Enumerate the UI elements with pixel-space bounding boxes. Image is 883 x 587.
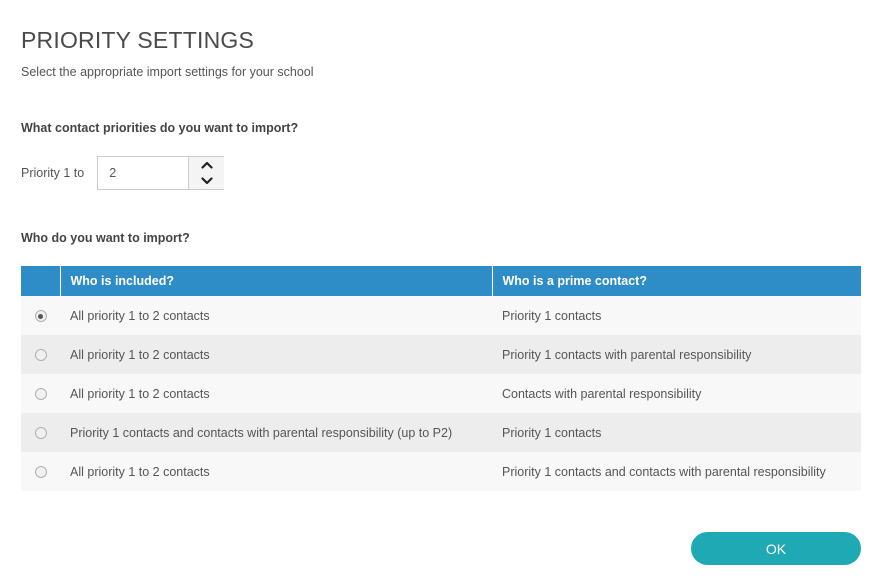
- included-cell: All priority 1 to 2 contacts: [60, 374, 492, 413]
- page-title: PRIORITY SETTINGS: [21, 27, 255, 53]
- table-header-row: [21, 266, 861, 296]
- prime-contact-cell: Contacts with parental responsibility: [492, 374, 861, 413]
- radio-cell: [21, 374, 60, 413]
- chevron-down-icon: [201, 177, 213, 185]
- priority-range-label: Priority 1 to: [21, 166, 85, 180]
- prime-contact-cell: Priority 1 contacts: [492, 413, 861, 452]
- radio-cell: [21, 296, 60, 335]
- ok-button[interactable]: OK: [691, 532, 861, 565]
- table-row[interactable]: [21, 413, 861, 452]
- option-radio[interactable]: [35, 427, 47, 439]
- table-row[interactable]: [21, 374, 861, 413]
- option-radio[interactable]: [35, 388, 47, 400]
- option-radio[interactable]: [35, 310, 47, 322]
- column-header-select: [21, 266, 60, 296]
- included-cell: All priority 1 to 2 contacts: [60, 452, 492, 491]
- priorities-question: What contact priorities do you want to import?: [21, 121, 299, 135]
- included-cell: All priority 1 to 2 contacts: [60, 335, 492, 374]
- table-row[interactable]: [21, 452, 861, 491]
- column-header-prime: Who is a prime contact?: [492, 266, 861, 296]
- priority-range-row: [21, 156, 224, 190]
- radio-cell: [21, 413, 60, 452]
- prime-contact-cell: Priority 1 contacts: [492, 296, 861, 335]
- option-radio[interactable]: [35, 466, 47, 478]
- import-question: Who do you want to import?: [21, 231, 190, 245]
- increment-button[interactable]: [189, 157, 224, 173]
- decrement-button[interactable]: [189, 173, 224, 189]
- included-cell: All priority 1 to 2 contacts: [60, 296, 492, 335]
- prime-contact-cell: Priority 1 contacts with parental responsibility: [492, 335, 861, 374]
- table-row[interactable]: [21, 335, 861, 374]
- priority-stepper: [97, 156, 224, 190]
- stepper-buttons: [188, 157, 224, 189]
- chevron-up-icon: [201, 161, 213, 169]
- prime-contact-cell: Priority 1 contacts and contacts with parental responsibility: [492, 452, 861, 491]
- table-row[interactable]: [21, 296, 861, 335]
- option-radio[interactable]: [35, 349, 47, 361]
- radio-cell: [21, 335, 60, 374]
- import-options-table: [21, 266, 861, 491]
- column-header-included: Who is included?: [60, 266, 492, 296]
- page-subtitle: Select the appropriate import settings for your school: [21, 65, 314, 79]
- included-cell: Priority 1 contacts and contacts with parental responsibility (up to P2): [60, 413, 492, 452]
- import-options-body: [21, 296, 861, 491]
- priority-value-input[interactable]: [98, 157, 188, 189]
- radio-cell: [21, 452, 60, 491]
